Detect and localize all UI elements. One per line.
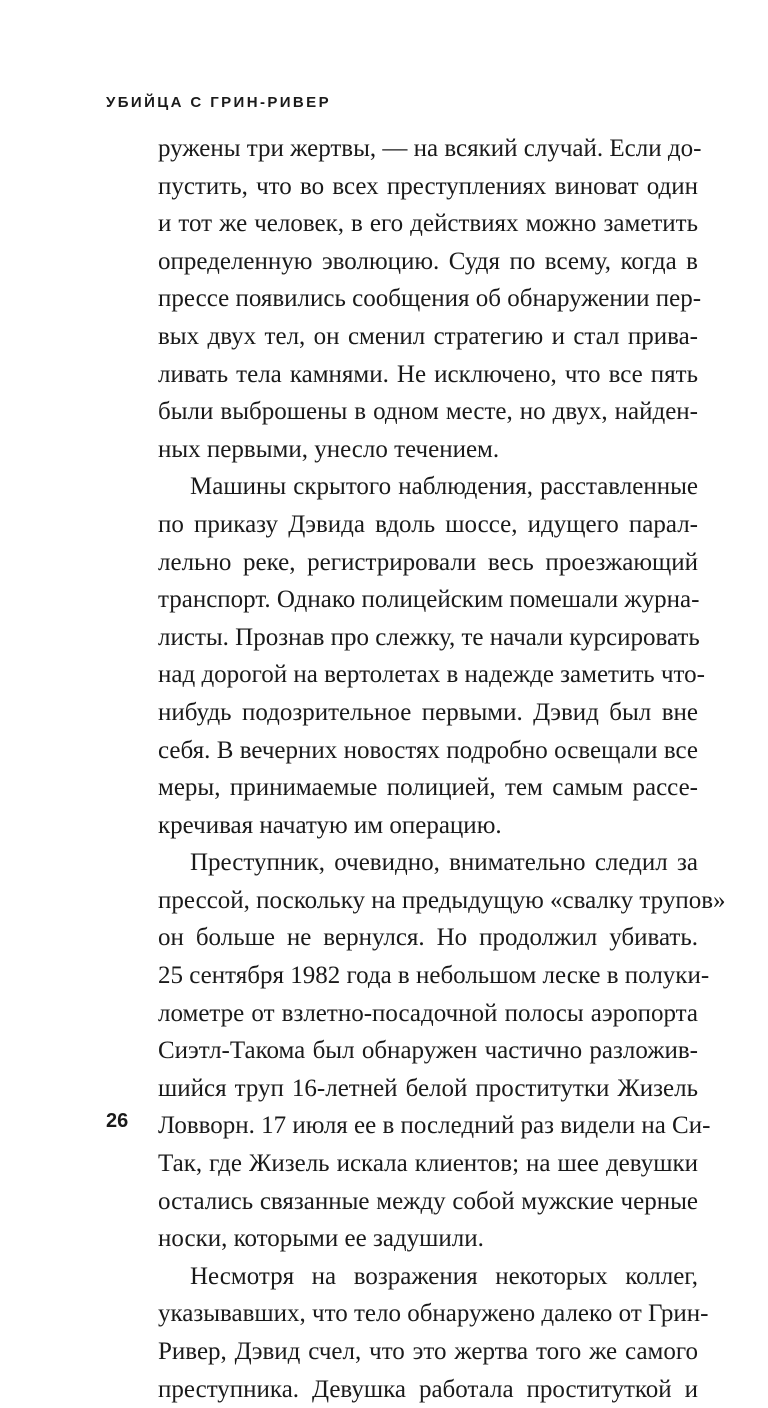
page-number: 26 xyxy=(106,1110,129,1132)
text-line: Ловворн. 17 июля ее в последний раз видели на Си- xyxy=(158,1112,711,1140)
text-line: по приказу Дэвида вдоль шоссе, идущего парал- xyxy=(158,510,698,538)
text-line: вых двух тел, он сменил стратегию и стал прива- xyxy=(158,322,698,350)
text-line: он больше не вернулся. Но продолжил убивать. xyxy=(158,924,698,952)
running-head: УБИЙЦА С ГРИН-РИВЕР xyxy=(106,94,331,111)
text-line: прессе появились сообщения об обнаружении пер- xyxy=(158,285,702,313)
text-line: остались связанные между собой мужские черные xyxy=(158,1187,698,1215)
text-line: носки, которыми ее задушили. xyxy=(158,1225,484,1253)
text-line: ных первыми, унесло течением. xyxy=(158,435,500,463)
text-line: лельно реке, регистрировали весь проезжающий xyxy=(158,548,698,576)
text-line: определенную эволюцию. Судя по всему, когда в xyxy=(158,247,698,275)
text-line: шийся труп 16-летней белой проститутки Жизель xyxy=(158,1074,698,1102)
text-line: 25 сентября 1982 года в небольшом леске в полуки- xyxy=(158,962,710,990)
text-line: были выброшены в одном месте, но двух, найден- xyxy=(158,398,698,426)
text-line: меры, принимаемые полицией, тем самым рассе- xyxy=(158,774,698,802)
text-line: пустить, что во всех преступлениях виноват один xyxy=(158,172,698,200)
text-line: кречивая начатую им операцию. xyxy=(158,811,502,839)
text-line: себя. В вечерних новостях подробно освещали все xyxy=(158,736,698,764)
text-line: ружены три жертвы, — на всякий случай. Если до- xyxy=(158,135,702,162)
text-line: транспорт. Однако полицейским помешали журна- xyxy=(158,586,700,614)
text-line: нибудь подозрительное первыми. Дэвид был вне xyxy=(158,698,698,726)
text-line: над дорогой на вертолетах в надежде заметить что- xyxy=(158,661,705,689)
text-line: Машины скрытого наблюдения, расставленные xyxy=(190,473,698,501)
text-line: листы. Прознав про слежку, те начали курсировать xyxy=(158,623,700,651)
text-line: преступника. Девушка работала проституткой и xyxy=(158,1375,698,1403)
text-line: Сиэтл-Такома был обнаружен частично разложив- xyxy=(158,1037,698,1065)
text-line: и тот же человек, в его действиях можно заметить xyxy=(158,210,698,238)
text-line: указывавших, что тело обнаружено далеко от Грин- xyxy=(158,1300,709,1328)
text-line: Несмотря на возражения некоторых коллег, xyxy=(190,1262,698,1290)
text-line: Преступник, очевидно, внимательно следил за xyxy=(190,849,698,877)
text-line: ливать тела камнями. Не исключено, что все пять xyxy=(158,360,698,388)
text-line: Так, где Жизель искала клиентов; на шее девушки xyxy=(158,1150,698,1178)
text-line: лометре от взлетно-посадочной полосы аэропорта xyxy=(158,999,698,1027)
text-line: прессой, поскольку на предыдущую «свалку трупов» xyxy=(158,886,726,914)
text-line: Ривер, Дэвид счел, что это жертва того же самого xyxy=(158,1338,698,1365)
body-text xyxy=(158,130,726,1408)
